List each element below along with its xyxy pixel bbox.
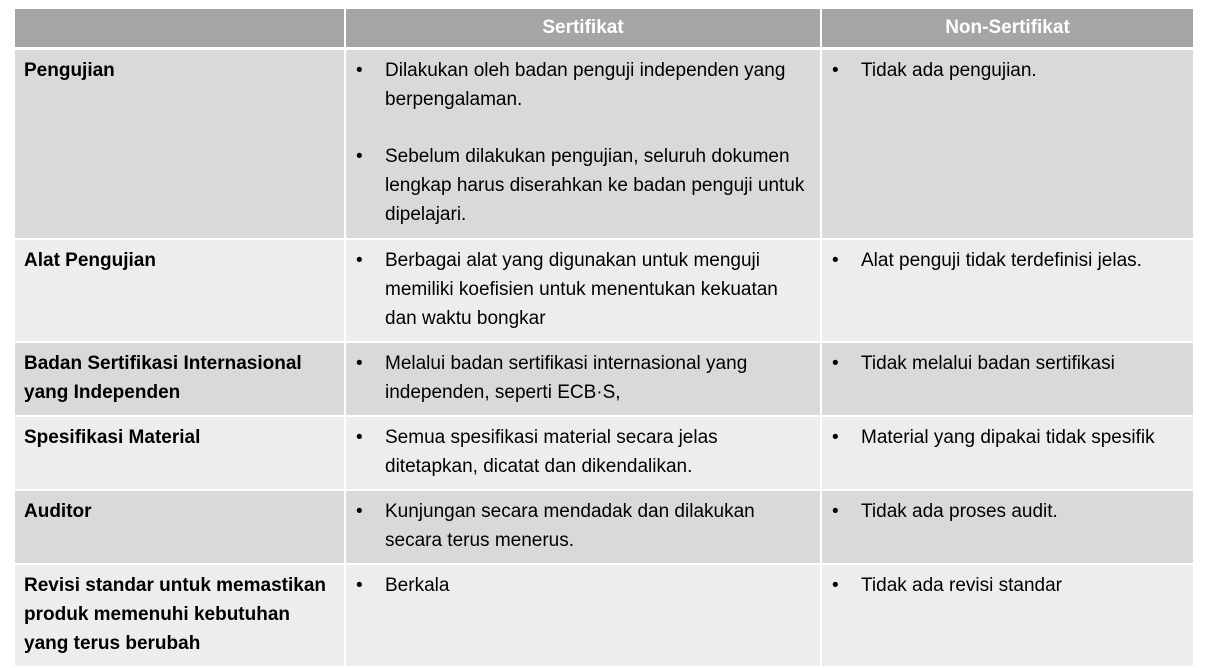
sertifikat-cell xyxy=(346,417,822,491)
bullet-list xyxy=(830,497,1185,526)
list-item xyxy=(354,497,812,555)
bullet-list xyxy=(830,349,1185,378)
table-row xyxy=(15,417,1193,491)
table-row xyxy=(15,240,1193,343)
list-item-text: Dilakukan oleh badan penguji independen yang berpengalaman. xyxy=(385,60,786,110)
non-sertifikat-cell xyxy=(822,240,1193,343)
list-item xyxy=(830,246,1185,275)
list-item-text: Material yang dipakai tidak spesifik xyxy=(861,427,1155,448)
bullet-list xyxy=(830,246,1185,275)
criterion-cell: Alat Pengujian xyxy=(15,240,346,343)
criterion-cell: Auditor xyxy=(15,491,346,565)
bullet-icon: • xyxy=(356,501,363,522)
table-row xyxy=(15,343,1193,417)
bullet-list xyxy=(354,56,812,229)
list-item xyxy=(830,56,1185,85)
non-sertifikat-cell xyxy=(822,491,1193,565)
bullet-list xyxy=(354,349,812,407)
list-item-text: Melalui badan sertifikasi internasional yang independen, seperti ECB·S, xyxy=(385,353,748,403)
criterion-cell: Badan Sertifikasi Internasional yang Independen xyxy=(15,343,346,417)
sertifikat-cell xyxy=(346,240,822,343)
criterion-cell: Spesifikasi Material xyxy=(15,417,346,491)
bullet-icon: • xyxy=(832,501,839,522)
criterion-cell: Revisi standar untuk memastikan produk memenuhi kebutuhan yang terus berubah xyxy=(15,565,346,668)
bullet-list xyxy=(354,423,812,481)
table-row xyxy=(15,50,1193,240)
list-item-text: Tidak ada proses audit. xyxy=(861,501,1058,522)
non-sertifikat-cell xyxy=(822,565,1193,668)
table-row xyxy=(15,491,1193,565)
non-sertifikat-cell xyxy=(822,50,1193,240)
bullet-icon: • xyxy=(356,427,363,448)
bullet-list xyxy=(830,571,1185,600)
list-item xyxy=(830,349,1185,378)
header-non-sertifikat: Non-Sertifikat xyxy=(822,9,1193,50)
bullet-icon: • xyxy=(356,353,363,374)
header-sertifikat: Sertifikat xyxy=(346,9,822,50)
comparison-table xyxy=(15,9,1193,668)
bullet-list xyxy=(830,56,1185,85)
sertifikat-cell xyxy=(346,50,822,240)
list-item-text: Sebelum dilakukan pengujian, seluruh dokumen lengkap harus diserahkan ke badan penguji untuk dipelajari. xyxy=(385,146,805,225)
list-item-text: Tidak ada pengujian. xyxy=(861,60,1037,81)
list-item-text: Tidak melalui badan sertifikasi xyxy=(861,353,1115,374)
list-item xyxy=(354,246,812,333)
sertifikat-cell xyxy=(346,343,822,417)
bullet-icon: • xyxy=(832,60,839,81)
bullet-icon: • xyxy=(832,250,839,271)
criterion-cell: Pengujian xyxy=(15,50,346,240)
bullet-icon: • xyxy=(832,353,839,374)
list-item xyxy=(830,423,1185,452)
non-sertifikat-cell xyxy=(822,343,1193,417)
list-item xyxy=(830,571,1185,600)
list-item xyxy=(354,571,812,600)
bullet-list xyxy=(830,423,1185,452)
list-item-text: Alat penguji tidak terdefinisi jelas. xyxy=(861,250,1142,271)
header-criterion xyxy=(15,9,346,50)
bullet-icon: • xyxy=(832,575,839,596)
sertifikat-cell xyxy=(346,565,822,668)
non-sertifikat-cell xyxy=(822,417,1193,491)
list-item-text: Kunjungan secara mendadak dan dilakukan secara terus menerus. xyxy=(385,501,755,551)
list-item xyxy=(354,56,812,114)
sertifikat-cell xyxy=(346,491,822,565)
list-item xyxy=(354,349,812,407)
list-item-text: Berbagai alat yang digunakan untuk menguji memiliki koefisien untuk menentukan kekuatan dan waktu bongkar xyxy=(385,250,778,329)
bullet-icon: • xyxy=(832,427,839,448)
list-item-text: Berkala xyxy=(385,575,450,596)
list-item-text: Tidak ada revisi standar xyxy=(861,575,1063,596)
list-item xyxy=(354,142,812,229)
bullet-icon: • xyxy=(356,146,363,167)
table-row xyxy=(15,565,1193,668)
bullet-icon: • xyxy=(356,575,363,596)
list-item xyxy=(830,497,1185,526)
list-item-text: Semua spesifikasi material secara jelas ditetapkan, dicatat dan dikendalikan. xyxy=(385,427,718,477)
bullet-list xyxy=(354,246,812,333)
header-row xyxy=(15,9,1193,50)
bullet-list xyxy=(354,571,812,600)
list-item xyxy=(354,423,812,481)
bullet-icon: • xyxy=(356,60,363,81)
bullet-icon: • xyxy=(356,250,363,271)
bullet-list xyxy=(354,497,812,555)
